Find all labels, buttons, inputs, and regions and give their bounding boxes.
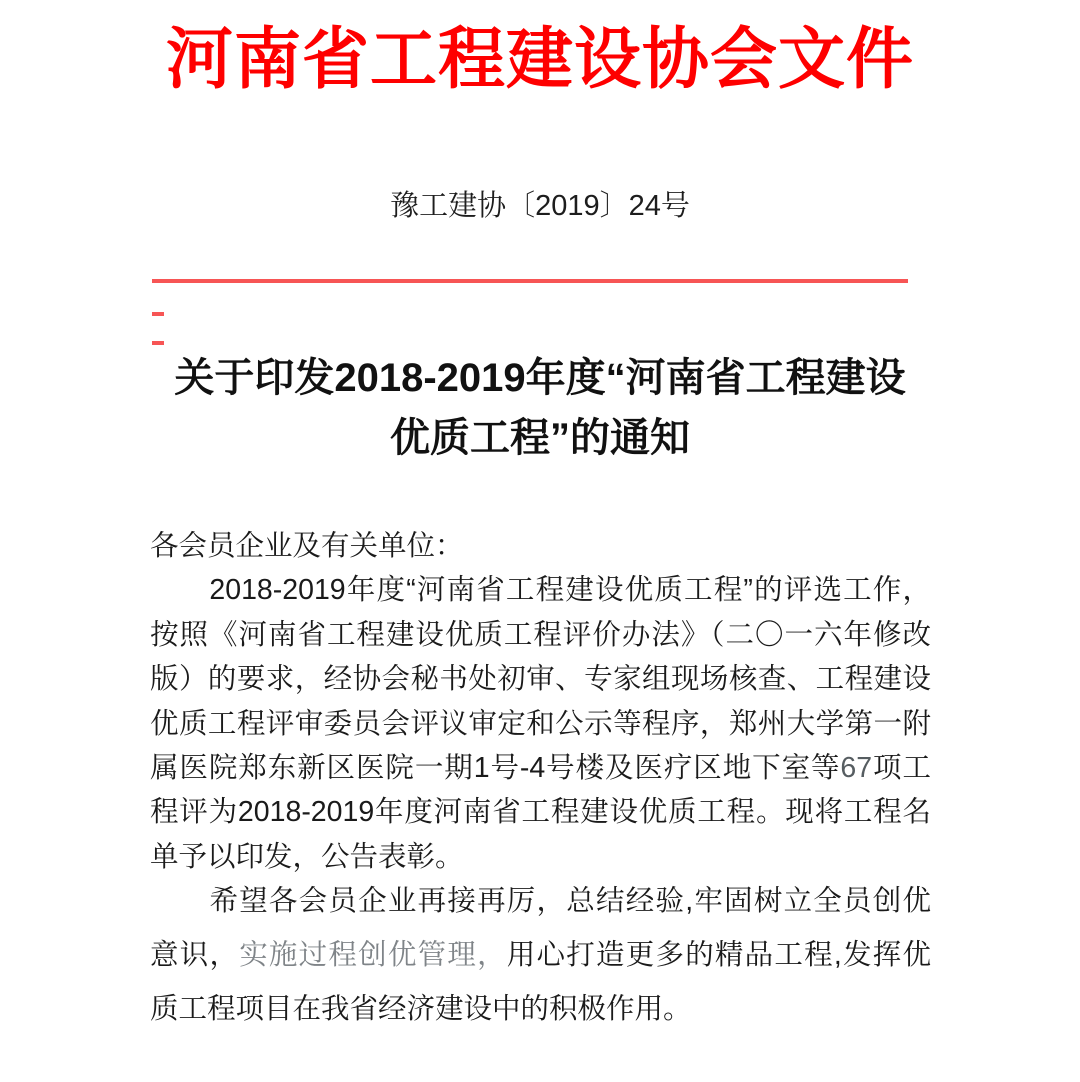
notice-title-line1: 关于印发2018-2019年度“河南省工程建设	[174, 356, 906, 400]
text-segment: 程评为2018-2019年度河南省工程建设优质工程。现将工程名	[150, 796, 931, 829]
text-line	[150, 657, 931, 701]
text-line	[150, 746, 931, 790]
text-line	[150, 928, 931, 982]
text-line	[150, 874, 931, 928]
text-line	[150, 790, 931, 834]
red-dash-2	[152, 341, 164, 345]
banner-title: 河南省工程建设协会文件	[166, 22, 914, 97]
red-divider-line	[152, 279, 908, 283]
text-line	[150, 835, 931, 879]
paragraph-closing	[150, 874, 931, 1036]
notice-title-line2: 优质工程”的通知	[390, 416, 690, 460]
text-segment: 各会员企业及有关单位：	[150, 530, 464, 562]
text-segment: 属医院郑东新区医院一期1号-4号楼及医疗区地下室等	[150, 752, 841, 785]
text-line	[150, 982, 931, 1036]
text-segment: 项工	[872, 752, 931, 785]
text-segment: 优质工程评审委员会评议审定和公示等程序，郑州大学第一附	[150, 707, 931, 740]
paragraph-main	[150, 524, 931, 879]
text-segment: 按照《河南省工程建设优质工程评价办法》（二〇一六年修改	[150, 618, 931, 651]
text-segment: 版）的要求，经协会秘书处初审、专家组现场核查、工程建设	[150, 663, 931, 696]
text-segment: 希望各会员企业再接再厉，总结经验,牢固树立全员创优	[150, 885, 931, 917]
highlighted-text-segment: 实施过程创优管理，	[239, 939, 507, 971]
text-line	[150, 524, 931, 568]
text-segment: 用心打造更多的精品工程,发挥优	[506, 939, 931, 971]
text-segment: 2018-2019年度“河南省工程建设优质工程”的评选工作，	[150, 574, 931, 607]
text-segment: 质工程项目在我省经济建设中的积极作用。	[150, 993, 692, 1025]
text-line	[150, 702, 931, 746]
text-line	[150, 613, 931, 657]
notice-title	[0, 348, 1080, 468]
doc-number: 豫工建协〔2019〕24号	[390, 190, 690, 222]
highlighted-text-segment: 67	[840, 752, 873, 785]
red-dash-1	[152, 312, 164, 316]
text-line	[150, 568, 931, 612]
text-segment: 意识，	[150, 939, 240, 971]
text-segment: 单予以印发，公告表彰。	[150, 840, 464, 873]
